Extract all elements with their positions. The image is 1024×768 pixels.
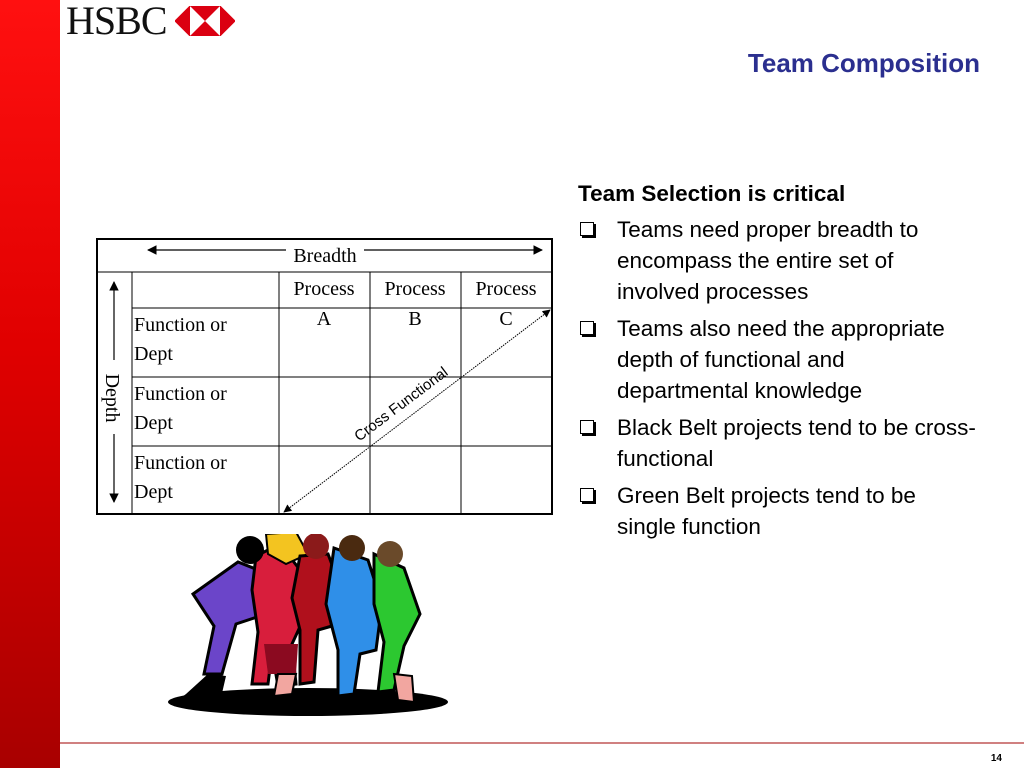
bullet-text: Teams also need the appropriate depth of functional and departmental knowledge xyxy=(617,316,945,403)
bullet-item xyxy=(578,412,978,474)
bullet-item xyxy=(578,214,978,307)
process-c-label-1: Process xyxy=(475,278,537,300)
row-3-label-1: Function or xyxy=(134,452,227,474)
process-b-label-2: B xyxy=(408,308,422,330)
cross-functional-label: Cross Functional xyxy=(351,363,452,446)
breadth-depth-matrix xyxy=(96,238,556,523)
depth-label: Depth xyxy=(101,373,123,423)
checkbox-bullet-icon xyxy=(580,420,594,434)
team-huddle-svg xyxy=(168,534,468,734)
bullet-text: Black Belt projects tend to be cross-functional xyxy=(617,415,976,471)
bullet-text: Green Belt projects tend to be single function xyxy=(617,483,916,539)
hexagon-icon xyxy=(175,6,235,36)
row-3-label-2: Dept xyxy=(134,481,173,503)
footer-divider xyxy=(60,742,1024,744)
logo-text: HSBC xyxy=(66,0,167,43)
breadth-label: Breadth xyxy=(293,245,357,267)
page-number: 14 xyxy=(990,753,1002,764)
matrix-svg xyxy=(96,238,556,518)
row-2-label-2: Dept xyxy=(134,412,173,434)
bullet-text: Teams need proper breadth to encompass the entire set of involved processes xyxy=(617,217,919,304)
process-b-label-1: Process xyxy=(384,278,446,300)
side-bar xyxy=(0,0,60,768)
bullet-item xyxy=(578,480,978,542)
process-c-label-2: C xyxy=(499,308,513,330)
checkbox-bullet-icon xyxy=(580,488,594,502)
process-a-label-1: Process xyxy=(293,278,355,300)
process-a-label-2: A xyxy=(316,308,332,330)
hsbc-logo xyxy=(66,0,235,42)
row-1-label-2: Dept xyxy=(134,343,173,365)
bullet-list xyxy=(578,178,978,548)
row-1-label-1: Function or xyxy=(134,314,227,336)
team-huddle-illustration xyxy=(168,534,468,739)
bullets-heading: Team Selection is critical xyxy=(578,181,846,206)
checkbox-bullet-icon xyxy=(580,222,594,236)
row-2-label-1: Function or xyxy=(134,383,227,405)
slide-title: Team Composition xyxy=(747,48,980,78)
bullet-item xyxy=(578,313,978,406)
checkbox-bullet-icon xyxy=(580,321,594,335)
diagonal-arrow xyxy=(284,310,550,512)
